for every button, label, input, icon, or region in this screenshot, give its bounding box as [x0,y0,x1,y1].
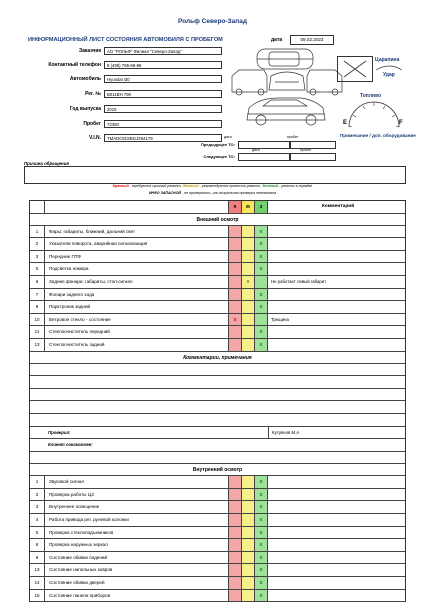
year-label: Год выпуска [69,106,101,112]
exterior-rows [30,226,405,352]
green-mark-cell[interactable]: X [255,489,268,501]
table-row [30,564,405,577]
prev-mileage-label: пробег [300,148,312,152]
red-mark-cell[interactable] [229,251,242,263]
row-number: 2 [30,238,45,250]
green-mark-cell[interactable]: X [255,339,268,351]
green-mark-cell[interactable]: X [255,501,268,513]
yellow-mark-cell[interactable]: X [242,276,255,288]
row-number: 5 [30,263,45,275]
green-mark-cell[interactable]: X [255,539,268,551]
table-row [30,339,405,352]
yellow-mark-cell[interactable] [242,226,255,238]
document-title: ИНФОРМАЦИОННЫЙ ЛИСТ СОСТОЯНИЯ АВТОМОБИЛЯ С ПРОБЕГОМ [28,37,223,43]
table-row [30,527,405,540]
red-mark-cell[interactable] [229,577,242,589]
row-number: 6 [30,539,45,551]
red-mark-cell[interactable] [229,301,242,313]
comment-line[interactable] [30,389,405,402]
green-mark-cell[interactable]: X [255,238,268,250]
row-number: 10 [30,314,45,326]
row-number: 3 [30,251,45,263]
legend-green: Зеленый [262,184,279,188]
checked-by-value[interactable]: Кутрянов М.А. [268,427,405,439]
row-number: 13 [30,564,45,576]
color-legend [0,184,425,188]
table-row [30,590,405,602]
row-comment[interactable] [268,514,405,526]
row-item-name: Указатели поворота, аварийная сигнализация [45,238,229,250]
yellow-mark-cell[interactable] [242,476,255,488]
row-comment[interactable] [268,564,405,576]
row-item-name: Состояние обивки сидений [45,552,229,564]
row-item-name: Стеклоочиститель задний [45,339,229,351]
table-row [30,476,405,489]
row-item-name: Состояние панели приборов [45,590,229,602]
table-row [30,289,405,302]
checked-by-label: Проверил: [48,429,71,435]
header-comments: Комментарий [321,204,355,209]
vin-date-label: дата [224,135,232,139]
section-comments: Комментарии, примечания [30,352,405,364]
row-comment[interactable]: Не работает левый габарит [271,278,327,284]
header-yellow: Ж [242,201,255,213]
row-comment[interactable] [268,476,405,488]
row-comment[interactable] [268,577,405,589]
car-damage-diagram[interactable] [229,46,348,134]
green-mark-cell[interactable] [255,314,268,326]
row-comment[interactable] [268,289,405,301]
scratch-legend: Царапина [375,57,400,63]
row-comment[interactable] [268,301,405,313]
row-item-name: Внутреннее освещение [45,501,229,513]
row-comment[interactable] [268,251,405,263]
yellow-mark-cell[interactable] [242,564,255,576]
green-mark-cell[interactable]: X [255,577,268,589]
yellow-mark-cell[interactable] [242,263,255,275]
red-mark-cell[interactable] [229,276,242,288]
red-mark-cell[interactable] [229,339,242,351]
row-number: 1 [30,476,45,488]
header-green: З [255,201,268,213]
table-row [30,251,405,264]
company-name: Рольф Северо-Запад [178,18,247,25]
row-number: 14 [30,577,45,589]
legend-info: ИНФО ЗАПАСНОЙ [148,191,181,195]
header-num [30,201,45,213]
green-mark-cell[interactable]: X [255,476,268,488]
red-mark-cell[interactable] [229,476,242,488]
customer-label: Заказчик [78,48,101,54]
row-comment[interactable] [268,238,405,250]
next-to-label: Следующее ТО: [203,154,235,159]
row-item-name: Ветровое стекло - состояние [45,314,229,326]
client-row [30,439,405,452]
header-name [45,201,229,213]
mileage-field[interactable]: 72350 [104,120,222,128]
red-mark-cell[interactable] [229,263,242,275]
row-comment[interactable] [268,552,405,564]
row-item-name: Задние фонари: габариты, стоп-сигнал [45,276,229,288]
fuel-label: Топливо [360,93,382,99]
next-to-mileage-field[interactable] [290,153,336,161]
red-mark-cell[interactable] [229,590,242,602]
row-number: 11 [30,326,45,338]
yellow-mark-cell[interactable] [242,552,255,564]
phone-label: Контактный телефон [48,62,101,68]
dent-mark-icon [374,64,404,72]
yellow-mark-cell[interactable] [242,301,255,313]
row-number: 5 [30,527,45,539]
row-comment[interactable] [268,489,405,501]
yellow-mark-cell[interactable] [242,339,255,351]
row-number: 3 [30,501,45,513]
legend-yellow-text: - рекомендуется провести ремонт, [198,184,263,188]
table-header [30,201,405,214]
row-comment[interactable] [268,501,405,513]
row-number: 2 [30,489,45,501]
legend-red-text: - требуется срочный ремонт, [128,184,183,188]
interior-rows [30,476,405,602]
red-mark-cell[interactable] [229,539,242,551]
table-row [30,577,405,590]
table-row [30,276,405,289]
row-comment[interactable] [268,263,405,275]
red-mark-cell[interactable] [229,226,242,238]
red-mark-cell[interactable]: X [229,314,242,326]
note-label: Примечание / доп. оборудование [340,133,416,138]
table-row [30,263,405,276]
section-exterior: Внешний осмотр [30,214,405,226]
comment-line[interactable] [30,364,405,377]
table-row [30,238,405,251]
legend-green-text: - ремонт в порядке [278,184,313,188]
reason-label: Причина обращения [24,161,69,166]
row-comment[interactable] [268,339,405,351]
row-comment[interactable] [268,527,405,539]
yellow-mark-cell[interactable] [242,489,255,501]
row-item-name: Проверка работы ЦЗ [45,489,229,501]
yellow-mark-cell[interactable] [242,238,255,250]
fuel-empty-label: E [343,120,348,126]
red-mark-cell[interactable] [229,552,242,564]
row-item-name: Фонари заднего хода [45,289,229,301]
green-mark-cell[interactable]: X [255,514,268,526]
reg-field[interactable]: В011ВН 790 [104,90,222,98]
row-comment[interactable]: Трещина [271,316,289,322]
table-row [30,489,405,502]
table-row [30,539,405,552]
section-interior: Внутренний осмотр [30,464,405,476]
row-number: 13 [30,339,45,351]
row-item-name: Проверка стеклоподъемников [45,527,229,539]
yellow-mark-cell[interactable] [242,326,255,338]
car-label: Автомобиль [69,76,101,82]
row-number: 4 [30,514,45,526]
info-legend [0,191,425,195]
row-item-name: Парктроник задний [45,301,229,313]
mileage-label: Пробег [83,121,101,127]
fuel-gauge[interactable] [343,99,405,129]
row-comment[interactable] [268,590,405,602]
prev-to-label: Предыдущее ТО: [200,142,235,147]
table-row [30,314,405,327]
row-item-name: Передние ПТФ [45,251,229,263]
phone-field[interactable]: 8 (495) 786-68-88 [104,61,222,69]
red-mark-cell[interactable] [229,489,242,501]
customer-field[interactable]: АО "РОЛЬФ" Филиал "Северо-Запад" [104,47,222,55]
table-row [30,552,405,565]
damage-legend-box [337,56,373,82]
legend-info-text: - не проверялось, или визуальная проверка невозможна [180,191,277,195]
table-row [30,326,405,339]
legend-yellow: Желтый [182,184,199,188]
row-number: 9 [30,552,45,564]
comment-line[interactable] [30,376,405,389]
row-comment[interactable] [268,326,405,338]
green-mark-cell[interactable]: X [255,527,268,539]
row-number: 7 [30,289,45,301]
comment-line[interactable] [30,401,405,414]
vin-label: V.I.N. [88,135,101,141]
legend-red: Красный [112,184,129,188]
red-mark-cell[interactable] [229,326,242,338]
yellow-mark-cell[interactable] [242,314,255,326]
car-field[interactable]: Hyundai i30 [104,75,222,83]
row-item-name: Стеклоочиститель передний [45,326,229,338]
checked-by-row [30,427,405,440]
vin-mileage-label: пробег [287,135,299,139]
yellow-mark-cell[interactable] [242,527,255,539]
row-item-name: Состояние обивки дверей [45,577,229,589]
green-mark-cell[interactable]: X [255,590,268,602]
green-mark-cell[interactable]: X [255,326,268,338]
inspection-table [29,200,406,602]
red-mark-cell[interactable] [229,289,242,301]
yellow-mark-cell[interactable] [242,501,255,513]
table-row [30,514,405,527]
vin-field[interactable]: TMADC81SBGJ294179 [104,134,222,142]
row-item-name: Проверка наружных зеркал [45,539,229,551]
yellow-mark-cell[interactable] [242,289,255,301]
prev-to-date-field[interactable] [238,141,290,149]
row-number: 15 [30,590,45,602]
comment-line[interactable] [30,414,405,427]
red-mark-cell[interactable] [229,514,242,526]
reg-label: Рег. № [85,91,101,97]
yellow-mark-cell[interactable] [242,514,255,526]
yellow-mark-cell[interactable] [242,577,255,589]
yellow-mark-cell[interactable] [242,251,255,263]
year-field[interactable]: 2015 [104,105,222,113]
row-number: 6 [30,276,45,288]
green-mark-cell[interactable]: X [255,226,268,238]
reason-field[interactable] [24,166,406,184]
yellow-mark-cell[interactable] [242,539,255,551]
green-mark-cell[interactable]: X [255,251,268,263]
prev-to-mileage-field[interactable] [290,141,336,149]
row-number: 8 [30,301,45,313]
row-item-name: Состояние напольных ковров [45,564,229,576]
client-label: Клиент ознакомлен: [48,442,93,448]
prev-date-label: дата [252,148,260,152]
row-item-name: Фары: габариты, ближний, дальний свет [45,226,229,238]
row-item-name: Работа привода рег. рулевой колонки [45,514,229,526]
red-mark-cell[interactable] [229,527,242,539]
fuel-full-label: F [399,120,403,126]
table-row [30,301,405,314]
header-red: К [229,201,242,213]
green-mark-cell[interactable]: X [255,263,268,275]
date-field[interactable]: 09.02.2023 [290,35,334,45]
green-mark-cell[interactable]: X [255,289,268,301]
spacer-row [30,452,405,465]
row-item-name: Звуковой сигнал [45,476,229,488]
row-comment[interactable] [268,226,405,238]
table-row [30,501,405,514]
red-mark-cell[interactable] [229,564,242,576]
red-mark-cell[interactable] [229,238,242,250]
row-item-name: Подсветка номера [45,263,229,275]
row-comment[interactable] [268,539,405,551]
date-label: дата [271,37,283,43]
yellow-mark-cell[interactable] [242,590,255,602]
next-to-date-field[interactable] [238,153,290,161]
red-mark-cell[interactable] [229,501,242,513]
dent-legend: Удар [383,72,395,78]
green-mark-cell[interactable]: X [255,564,268,576]
row-number: 1 [30,226,45,238]
table-row [30,226,405,239]
green-mark-cell[interactable]: X [255,301,268,313]
green-mark-cell[interactable] [255,276,268,288]
green-mark-cell[interactable]: X [255,552,268,564]
